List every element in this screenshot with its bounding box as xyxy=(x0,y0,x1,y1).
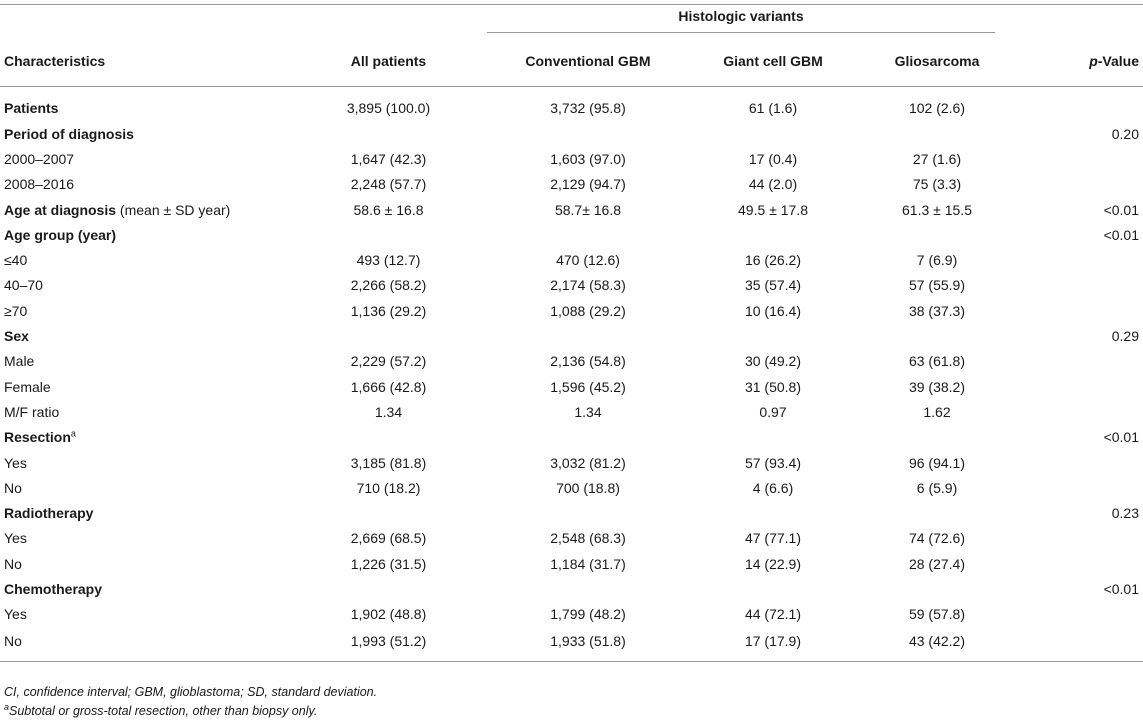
cell-conventional-gbm: 2,548 (68.3) xyxy=(550,530,626,547)
row-label-text: Age group (year) xyxy=(4,226,117,243)
row-label xyxy=(0,475,292,500)
cell-p-value xyxy=(1019,475,1143,500)
cell-all-patients: 58.6 ± 16.8 xyxy=(353,201,424,218)
row-label-suffix: (mean ± SD year) xyxy=(116,201,231,218)
row-label xyxy=(0,247,292,272)
cell-all-patients: 2,669 (68.5) xyxy=(350,530,427,547)
table-row xyxy=(0,374,1143,399)
row-label-text: 2000–2007 xyxy=(4,150,75,167)
cell-gliosarcoma xyxy=(855,576,1019,601)
col-header-p-value xyxy=(1019,35,1143,87)
cell-conventional-gbm: 1,603 (97.0) xyxy=(550,150,626,167)
footnote-a xyxy=(4,702,377,721)
cell-gliosarcoma: 74 (72.6) xyxy=(908,530,966,547)
table-row xyxy=(0,146,1143,171)
row-label xyxy=(0,551,292,576)
row-label-text: Yes xyxy=(4,606,27,623)
table-row xyxy=(0,87,1143,122)
cell-giant-cell-gbm xyxy=(691,576,855,601)
table-row xyxy=(0,425,1143,450)
cell-all-patients: 3,895 (100.0) xyxy=(346,100,431,116)
row-label-text: 40–70 xyxy=(4,277,43,294)
col-header-gliosarcoma: Gliosarcoma xyxy=(855,35,1019,87)
table-row xyxy=(0,399,1143,424)
row-label-text: No xyxy=(4,555,22,572)
cell-p-value xyxy=(1019,247,1143,272)
row-label xyxy=(0,450,292,475)
cell-giant-cell-gbm: 30 (49.2) xyxy=(744,353,802,370)
header-spacer-right xyxy=(1019,5,1143,36)
row-label xyxy=(0,349,292,374)
cell-p-value xyxy=(1019,399,1143,424)
row-label xyxy=(0,273,292,298)
table-row xyxy=(0,197,1143,222)
table-notes xyxy=(4,683,377,721)
row-label-text: Male xyxy=(4,353,35,370)
cell-all-patients: 1,902 (48.8) xyxy=(350,606,427,623)
cell-all-patients xyxy=(292,576,485,601)
cell-all-patients: 1,136 (29.2) xyxy=(350,302,427,319)
row-label-text: M/F ratio xyxy=(4,403,60,420)
table-row xyxy=(0,298,1143,323)
histologic-variants-label: Histologic variants xyxy=(487,8,995,33)
row-label xyxy=(0,146,292,171)
cell-all-patients xyxy=(292,323,485,348)
cell-conventional-gbm: 3,032 (81.2) xyxy=(550,454,626,471)
row-label xyxy=(0,298,292,323)
col-header-giant-cell-gbm: Giant cell GBM xyxy=(691,35,855,87)
row-label xyxy=(0,500,292,525)
row-label-text: Yes xyxy=(4,530,27,547)
cell-p-value xyxy=(1019,273,1143,298)
cell-gliosarcoma: 28 (27.4) xyxy=(908,555,966,572)
row-label xyxy=(0,374,292,399)
table-row xyxy=(0,247,1143,272)
cell-all-patients: 1,666 (42.8) xyxy=(350,378,427,395)
row-label xyxy=(0,172,292,197)
cell-all-patients: 1,647 (42.3) xyxy=(350,150,427,167)
cell-conventional-gbm xyxy=(485,222,691,247)
row-label xyxy=(0,121,292,146)
cell-conventional-gbm: 2,174 (58.3) xyxy=(550,277,626,294)
cell-all-patients: 493 (12.7) xyxy=(356,252,421,269)
table-row xyxy=(0,450,1143,475)
row-label xyxy=(0,399,292,424)
table-row xyxy=(0,273,1143,298)
cell-conventional-gbm: 1,184 (31.7) xyxy=(550,555,626,572)
cell-conventional-gbm: 1.34 xyxy=(574,403,602,420)
cell-giant-cell-gbm: 31 (50.8) xyxy=(744,378,802,395)
header-spacer-left xyxy=(0,5,292,36)
cell-all-patients: 1,993 (51.2) xyxy=(292,627,485,662)
cell-giant-cell-gbm: 47 (77.1) xyxy=(744,530,802,547)
row-label xyxy=(0,627,292,662)
cell-giant-cell-gbm xyxy=(691,121,855,146)
cell-giant-cell-gbm xyxy=(691,500,855,525)
cell-giant-cell-gbm xyxy=(691,323,855,348)
row-label-text: Patients xyxy=(4,100,59,116)
cell-gliosarcoma: 1.62 xyxy=(923,403,951,420)
cell-p-value: <0.01 xyxy=(1103,226,1139,243)
row-label xyxy=(0,602,292,627)
cell-all-patients: 3,185 (81.8) xyxy=(350,454,427,471)
cell-p-value xyxy=(1019,526,1143,551)
table-row xyxy=(0,627,1143,662)
cell-gliosarcoma xyxy=(855,500,1019,525)
row-label-text: Chemotherapy xyxy=(4,580,103,597)
table-row xyxy=(0,323,1143,348)
cell-p-value: <0.01 xyxy=(1103,429,1139,446)
cell-conventional-gbm xyxy=(485,323,691,348)
row-label xyxy=(0,526,292,551)
row-label xyxy=(0,197,292,222)
cell-giant-cell-gbm: 16 (26.2) xyxy=(744,252,802,269)
row-label-text: Period of diagnosis xyxy=(4,125,134,142)
cell-all-patients: 1.34 xyxy=(374,403,403,420)
cell-gliosarcoma xyxy=(855,222,1019,247)
col-header-all-patients: All patients xyxy=(292,35,485,87)
cell-p-value xyxy=(1019,374,1143,399)
row-label-text: Radiotherapy xyxy=(4,505,94,522)
cell-gliosarcoma: 75 (3.3) xyxy=(912,176,962,193)
cell-conventional-gbm: 1,933 (51.8) xyxy=(485,627,691,662)
cell-giant-cell-gbm: 61 (1.6) xyxy=(748,100,798,116)
cell-conventional-gbm: 3,732 (95.8) xyxy=(550,100,626,116)
footnote-text: Subtotal or gross-total resection, other than biopsy only. xyxy=(9,704,318,718)
cell-giant-cell-gbm: 17 (0.4) xyxy=(748,150,798,167)
cell-gliosarcoma: 6 (5.9) xyxy=(916,479,958,496)
cell-giant-cell-gbm xyxy=(691,425,855,450)
footnote-mark: a xyxy=(4,701,10,712)
cell-conventional-gbm xyxy=(485,425,691,450)
cell-giant-cell-gbm: 44 (2.0) xyxy=(748,176,798,193)
row-label-text: Resection xyxy=(4,429,71,446)
cell-all-patients: 1,226 (31.5) xyxy=(350,555,427,572)
row-label xyxy=(0,87,292,122)
cell-all-patients xyxy=(292,222,485,247)
cell-giant-cell-gbm: 10 (16.4) xyxy=(744,302,802,319)
row-label-text: Yes xyxy=(4,454,27,471)
cell-gliosarcoma: 61.3 ± 15.5 xyxy=(902,201,972,218)
row-label-text: Sex xyxy=(4,328,29,345)
p-italic: p xyxy=(1089,52,1098,69)
row-label xyxy=(0,222,292,247)
cell-conventional-gbm: 58.7± 16.8 xyxy=(554,201,622,218)
cell-giant-cell-gbm: 57 (93.4) xyxy=(744,454,802,471)
cell-gliosarcoma: 39 (38.2) xyxy=(908,378,966,395)
row-label xyxy=(0,425,292,450)
row-label-text: ≥70 xyxy=(4,302,28,319)
cell-conventional-gbm: 2,136 (54.8) xyxy=(550,353,626,370)
cell-p-value: <0.01 xyxy=(1103,580,1139,597)
cell-conventional-gbm: 700 (18.8) xyxy=(556,479,620,496)
cell-all-patients: 2,266 (58.2) xyxy=(350,277,427,294)
cell-gliosarcoma: 57 (55.9) xyxy=(908,277,966,294)
cell-giant-cell-gbm: 49.5 ± 17.8 xyxy=(738,201,808,218)
row-label xyxy=(0,576,292,601)
row-label-text: Female xyxy=(4,378,51,395)
col-header-conventional-gbm: Conventional GBM xyxy=(485,35,691,87)
cell-giant-cell-gbm: 17 (17.9) xyxy=(691,627,855,662)
cell-giant-cell-gbm: 0.97 xyxy=(759,403,787,420)
cell-p-value: 0.29 xyxy=(1111,328,1139,345)
table-row xyxy=(0,172,1143,197)
cell-p-value xyxy=(1019,87,1143,122)
cell-gliosarcoma: 7 (6.9) xyxy=(916,252,958,269)
col-header-characteristics: Characteristics xyxy=(0,35,292,87)
table-row xyxy=(0,349,1143,374)
cell-gliosarcoma xyxy=(855,425,1019,450)
table-row xyxy=(0,602,1143,627)
table-row xyxy=(0,576,1143,601)
cell-gliosarcoma: 59 (57.8) xyxy=(908,606,966,623)
cell-giant-cell-gbm: 14 (22.9) xyxy=(744,555,802,572)
cell-all-patients xyxy=(292,121,485,146)
cell-gliosarcoma: 63 (61.8) xyxy=(908,353,966,370)
header-spacer-all xyxy=(292,5,485,36)
characteristics-table xyxy=(0,4,1143,662)
table-row xyxy=(0,475,1143,500)
cell-giant-cell-gbm xyxy=(691,222,855,247)
histologic-variants-group-header xyxy=(485,5,1019,36)
cell-gliosarcoma: 102 (2.6) xyxy=(908,100,966,116)
cell-gliosarcoma: 38 (37.3) xyxy=(908,302,966,319)
cell-gliosarcoma: 96 (94.1) xyxy=(908,454,966,471)
row-label-text: ≤40 xyxy=(4,252,28,269)
cell-all-patients xyxy=(292,500,485,525)
row-label-text: No xyxy=(4,479,22,496)
cell-conventional-gbm: 1,088 (29.2) xyxy=(550,302,626,319)
cell-p-value xyxy=(1019,602,1143,627)
table-body xyxy=(0,87,1143,662)
cell-p-value xyxy=(1019,450,1143,475)
p-value-suffix: -Value xyxy=(1097,52,1139,69)
row-label-superscript: a xyxy=(70,428,76,439)
cell-p-value xyxy=(1019,551,1143,576)
cell-p-value xyxy=(1019,349,1143,374)
cell-giant-cell-gbm: 4 (6.6) xyxy=(752,479,794,496)
cell-p-value: 0.20 xyxy=(1111,125,1139,142)
cell-giant-cell-gbm: 44 (72.1) xyxy=(744,606,802,623)
cell-all-patients xyxy=(292,425,485,450)
cell-all-patients: 710 (18.2) xyxy=(356,479,421,496)
abbreviations-note: CI, confidence interval; GBM, glioblastoma; SD, standard deviation. xyxy=(4,685,378,699)
cell-conventional-gbm: 1,799 (48.2) xyxy=(550,606,626,623)
cell-p-value: 0.23 xyxy=(1111,505,1139,522)
table-row xyxy=(0,526,1143,551)
cell-giant-cell-gbm: 35 (57.4) xyxy=(744,277,802,294)
row-label xyxy=(0,323,292,348)
cell-conventional-gbm: 470 (12.6) xyxy=(556,252,620,269)
cell-p-value xyxy=(1019,627,1143,662)
cell-p-value xyxy=(1019,172,1143,197)
cell-gliosarcoma: 43 (42.2) xyxy=(855,627,1019,662)
table-row xyxy=(0,500,1143,525)
cell-all-patients: 2,248 (57.7) xyxy=(350,176,427,193)
cell-all-patients: 2,229 (57.2) xyxy=(350,353,427,370)
table-row xyxy=(0,121,1143,146)
cell-gliosarcoma xyxy=(855,121,1019,146)
cell-conventional-gbm xyxy=(485,576,691,601)
row-label-text: Age at diagnosis xyxy=(4,201,117,218)
cell-p-value xyxy=(1019,146,1143,171)
row-label-text: No xyxy=(4,632,22,649)
cell-p-value xyxy=(1019,298,1143,323)
cell-conventional-gbm: 1,596 (45.2) xyxy=(550,378,626,395)
table-row xyxy=(0,551,1143,576)
row-label-text: 2008–2016 xyxy=(4,176,75,193)
cell-p-value: <0.01 xyxy=(1103,201,1139,218)
table-row xyxy=(0,222,1143,247)
cell-conventional-gbm xyxy=(485,500,691,525)
cell-gliosarcoma xyxy=(855,323,1019,348)
cell-conventional-gbm xyxy=(485,121,691,146)
cell-gliosarcoma: 27 (1.6) xyxy=(912,150,962,167)
cell-conventional-gbm: 2,129 (94.7) xyxy=(550,176,626,193)
